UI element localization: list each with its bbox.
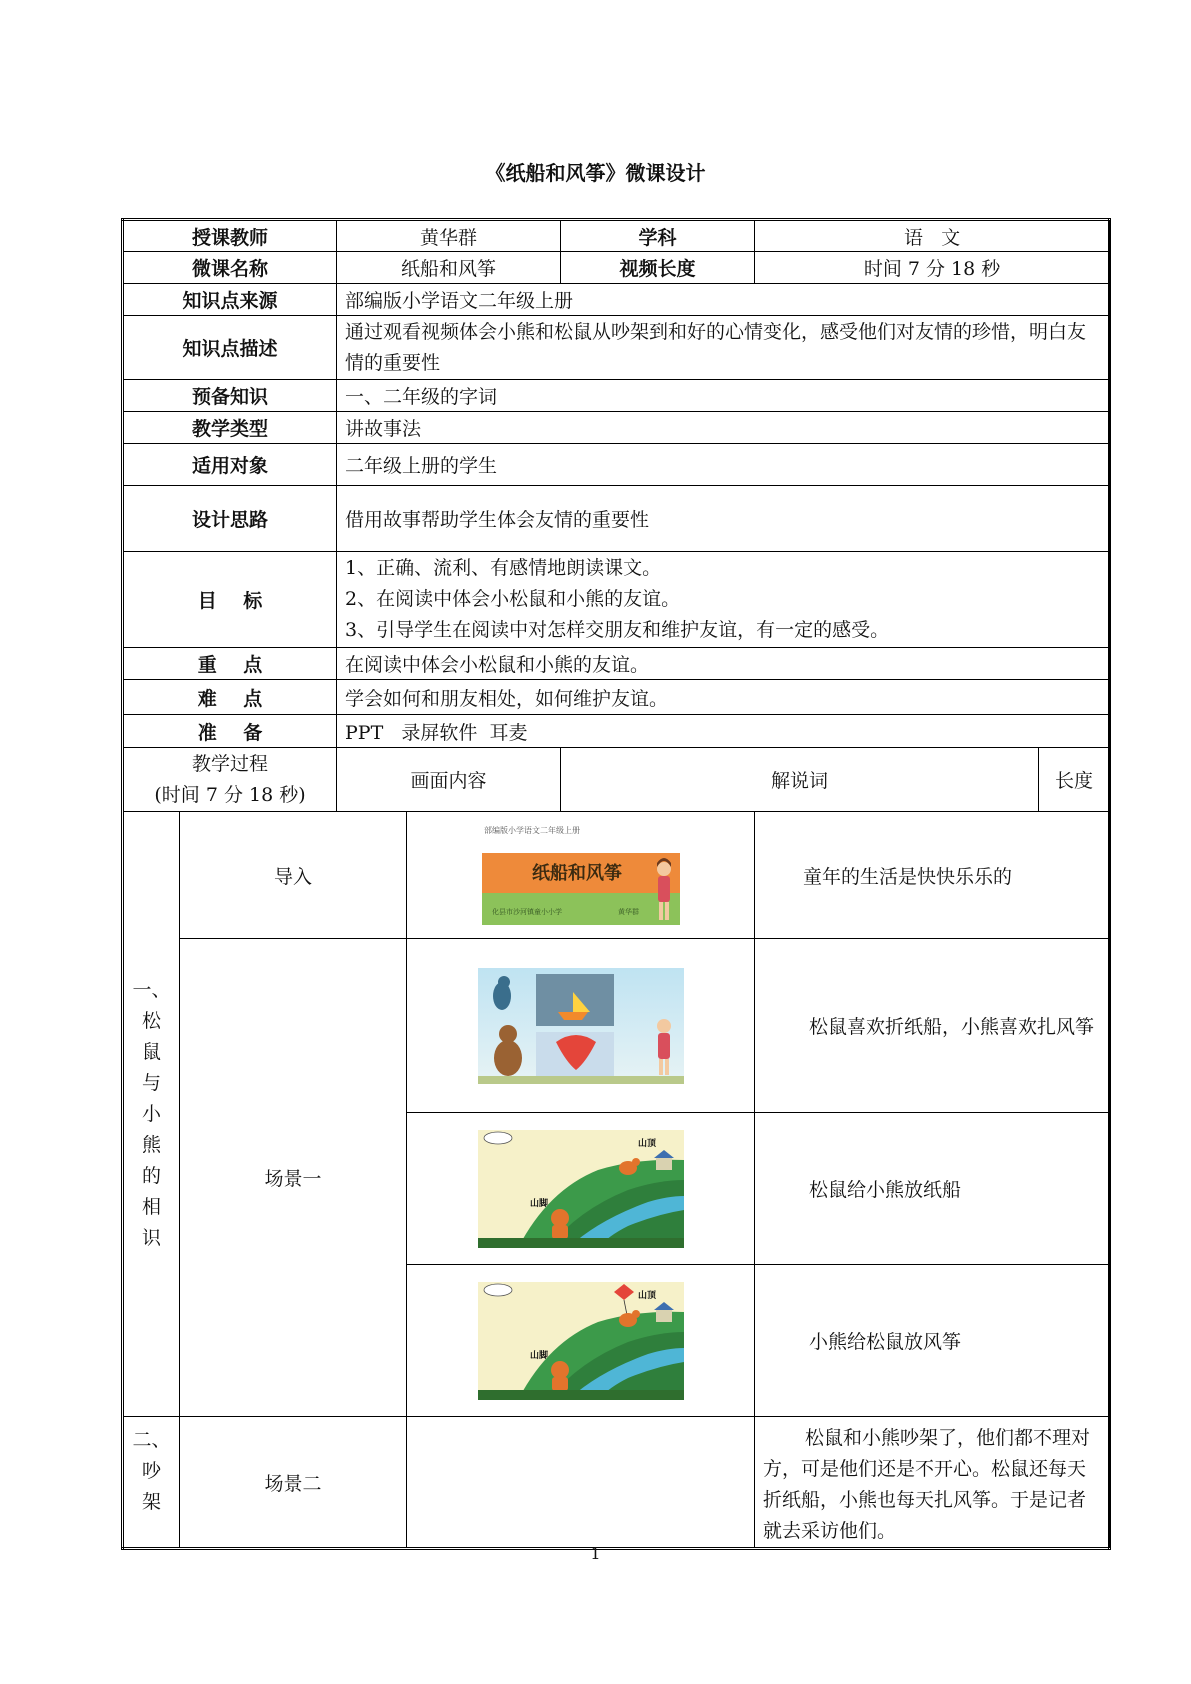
teacher-label: 授课教师	[123, 220, 337, 252]
source-value: 部编版小学语文二年级上册	[337, 284, 1110, 316]
row-key	[123, 648, 1110, 680]
goals-list	[337, 552, 1110, 648]
key-label: 重 点	[123, 648, 337, 680]
row-description	[123, 316, 1110, 380]
narration-header: 解说词	[561, 748, 1039, 812]
section-char: 识	[141, 1226, 161, 1249]
audience-label: 适用对象	[123, 444, 337, 486]
slide-author: 黄华群	[617, 908, 639, 916]
duration-value: 时间 7 分 18 秒	[755, 252, 1110, 284]
section-char: 吵	[141, 1460, 161, 1482]
section-char: 的	[141, 1164, 161, 1187]
scene1-screen-a	[407, 939, 755, 1113]
section-char: 二、	[132, 1429, 171, 1451]
cloud-icon	[484, 1284, 512, 1296]
scene1-screen-c	[407, 1265, 755, 1417]
row-scene2	[123, 1417, 1110, 1549]
section-char: 相	[141, 1195, 161, 1218]
section-char: 小	[141, 1102, 161, 1125]
subject-value: 语 文	[755, 220, 1110, 252]
desc-label: 知识点描述	[123, 316, 337, 380]
course-value: 纸船和风筝	[337, 252, 561, 284]
process-label: 教学过程	[192, 752, 269, 775]
scene1-boat-image	[478, 1130, 684, 1248]
document-title: 《纸船和风筝》微课设计	[485, 161, 706, 185]
row-course	[123, 252, 1110, 284]
goal-item: 3、引导学生在阅读中对怎样交朋友和维护友谊，有一定的感受。	[345, 619, 890, 641]
row-difficulty	[123, 680, 1110, 715]
source-label: 知识点来源	[123, 284, 337, 316]
section-char: 架	[141, 1491, 161, 1513]
row-type	[123, 412, 1110, 444]
row-source	[123, 284, 1110, 316]
design-value: 借用故事帮助学生体会友情的重要性	[337, 486, 1110, 552]
map-label-top: 山顶	[637, 1290, 656, 1301]
diff-label: 难 点	[123, 680, 337, 715]
key-value: 在阅读中体会小松鼠和小熊的友谊。	[337, 648, 1110, 680]
map-label-top: 山顶	[637, 1138, 656, 1149]
row-prereq	[123, 380, 1110, 412]
scene1-narration-b: 松鼠给小熊放纸船	[755, 1113, 1110, 1265]
intro-slide-image	[478, 819, 684, 931]
slide-title: 纸船和风筝	[531, 863, 622, 884]
scene2-label: 场景二	[180, 1417, 407, 1549]
prep-label: 准 备	[123, 715, 337, 748]
cloud-icon	[484, 1132, 512, 1144]
row-prep	[123, 715, 1110, 748]
slide-top-text: 部编版小学语文二年级上册	[483, 826, 580, 835]
row-process-header	[123, 748, 1110, 812]
page-number: 1	[590, 1544, 601, 1563]
prereq-label: 预备知识	[123, 380, 337, 412]
intro-label: 导入	[180, 812, 407, 939]
prereq-value: 一、二年级的字词	[337, 380, 1110, 412]
process-time: (时间 7 分 18 秒)	[154, 783, 306, 806]
scene2-screen	[407, 1417, 755, 1549]
row-scene1-a	[123, 939, 1110, 1113]
row-goals	[123, 552, 1110, 648]
row-teacher	[123, 220, 1110, 252]
design-label: 设计思路	[123, 486, 337, 552]
row-design	[123, 486, 1110, 552]
type-value: 讲故事法	[337, 412, 1110, 444]
type-label: 教学类型	[123, 412, 337, 444]
section-char: 熊	[141, 1133, 161, 1156]
desc-value: 通过观看视频体会小熊和松鼠从吵架到和好的心情变化，感受他们对友情的珍惜，明白友情的重要性	[337, 316, 1110, 380]
scene1-kite-image	[478, 1282, 684, 1400]
map-label-bottom: 山脚	[529, 1350, 548, 1361]
section-char: 一、	[132, 978, 171, 1001]
section2-title	[123, 1417, 180, 1549]
length-header: 长度	[1039, 748, 1110, 812]
section-char: 与	[141, 1071, 161, 1094]
bear-icon	[551, 1361, 569, 1391]
row-audience	[123, 444, 1110, 486]
intro-screen	[407, 812, 755, 939]
lesson-design-table	[121, 218, 1111, 1550]
scene1-narration-c: 小熊给松鼠放风筝	[755, 1265, 1110, 1417]
section-char: 松	[141, 1009, 161, 1032]
goal-label: 目 标	[123, 552, 337, 648]
map-label-bottom: 山脚	[529, 1198, 548, 1209]
screen-header: 画面内容	[337, 748, 561, 812]
diff-value: 学会如何和朋友相处，如何维护友谊。	[337, 680, 1110, 715]
scene1-hobbies-image	[478, 968, 684, 1084]
goal-item: 2、在阅读中体会小松鼠和小熊的友谊。	[345, 588, 681, 610]
subject-label: 学科	[561, 220, 755, 252]
section-char: 鼠	[141, 1040, 161, 1063]
scene1-screen-b	[407, 1113, 755, 1265]
intro-narration: 童年的生活是快快乐乐的	[755, 812, 1110, 939]
scene1-narration-a: 松鼠喜欢折纸船，小熊喜欢扎风筝	[755, 939, 1110, 1113]
section1-title	[123, 812, 180, 1417]
scene1-label: 场景一	[180, 939, 407, 1417]
process-header	[123, 748, 337, 812]
prep-value: PPT 录屏软件 耳麦	[337, 715, 1110, 748]
course-label: 微课名称	[123, 252, 337, 284]
scene2-narration: 松鼠和小熊吵架了，他们都不理对方，可是他们还是不开心。松鼠还每天折纸船，小熊也每天扎风筝。于是记者就去采访他们。	[755, 1417, 1110, 1549]
teacher-value: 黄华群	[337, 220, 561, 252]
row-intro	[123, 812, 1110, 939]
goal-item: 1、正确、流利、有感情地朗读课文。	[345, 557, 662, 579]
audience-value: 二年级上册的学生	[337, 444, 1110, 486]
slide-school: 化县市沙河镇童小小学	[491, 908, 562, 916]
bear-icon	[551, 1209, 569, 1239]
duration-label: 视频长度	[561, 252, 755, 284]
